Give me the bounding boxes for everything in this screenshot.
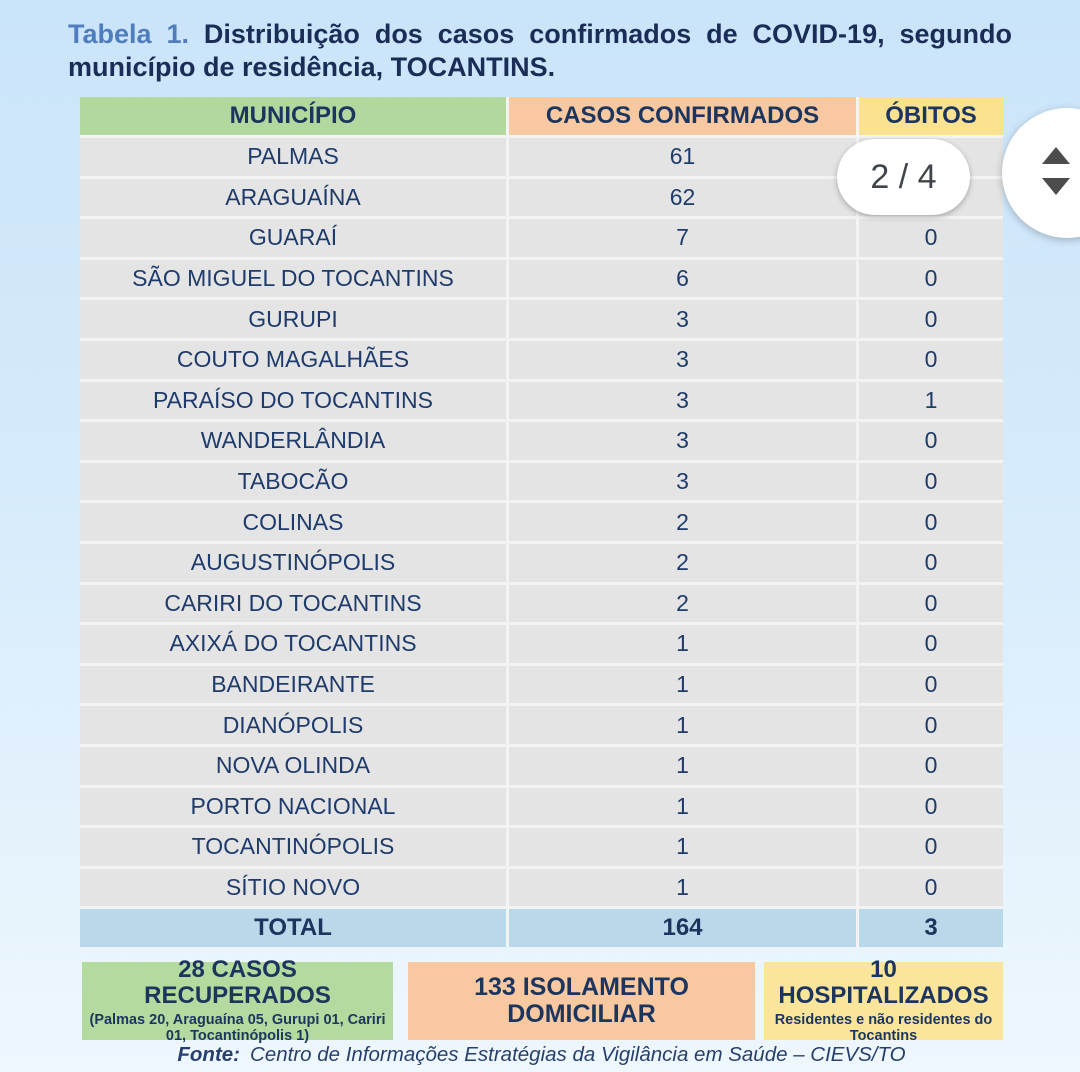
obitos-cell: 0 bbox=[859, 544, 1003, 582]
covid-table bbox=[80, 97, 1003, 947]
casos-cell: 1 bbox=[509, 747, 856, 785]
page-indicator-badge bbox=[837, 139, 970, 215]
municipio-cell: SÍTIO NOVO bbox=[80, 869, 506, 907]
obitos-cell: 0 bbox=[859, 788, 1003, 826]
casos-cell: 1 bbox=[509, 869, 856, 907]
municipio-cell: GURUPI bbox=[80, 300, 506, 338]
municipio-cell: COLINAS bbox=[80, 503, 506, 541]
casos-cell: 3 bbox=[509, 300, 856, 338]
hospitalized-detail: Residentes e não residentes do Tocantins bbox=[774, 1011, 993, 1045]
casos-cell: 2 bbox=[509, 544, 856, 582]
obitos-cell: 0 bbox=[859, 666, 1003, 704]
scroll-handle[interactable] bbox=[1002, 108, 1080, 238]
casos-cell: 1 bbox=[509, 666, 856, 704]
municipio-cell: BANDEIRANTE bbox=[80, 666, 506, 704]
hospitalized-box bbox=[764, 955, 1003, 1045]
casos-cell: 62 bbox=[509, 179, 856, 217]
source-line bbox=[80, 1043, 1003, 1067]
obitos-cell: 0 bbox=[859, 463, 1003, 501]
casos-cell: 1 bbox=[509, 828, 856, 866]
casos-cell: 61 bbox=[509, 138, 856, 176]
total-casos-cell: 164 bbox=[509, 909, 856, 947]
municipio-cell: SÃO MIGUEL DO TOCANTINS bbox=[80, 260, 506, 298]
obitos-cell: 1 bbox=[859, 382, 1003, 420]
column-header-obitos: ÓBITOS bbox=[859, 97, 1003, 135]
casos-cell: 3 bbox=[509, 422, 856, 460]
municipio-cell: COUTO MAGALHÃES bbox=[80, 341, 506, 379]
obitos-cell: 0 bbox=[859, 747, 1003, 785]
municipio-cell: AUGUSTINÓPOLIS bbox=[80, 544, 506, 582]
municipio-cell: AXIXÁ DO TOCANTINS bbox=[80, 625, 506, 663]
casos-cell: 1 bbox=[509, 706, 856, 744]
table-title-text: Distribuição dos casos confirmados de COVID-19, segundo município de residência, TOCANTINS. bbox=[68, 19, 1012, 83]
obitos-cell: 0 bbox=[859, 300, 1003, 338]
municipio-cell: GUARAÍ bbox=[80, 219, 506, 257]
isolation-box bbox=[408, 962, 755, 1040]
recovered-box bbox=[82, 955, 393, 1045]
column-header-municipio: MUNICÍPIO bbox=[80, 97, 506, 135]
casos-cell: 1 bbox=[509, 788, 856, 826]
municipio-cell: PORTO NACIONAL bbox=[80, 788, 506, 826]
casos-cell: 7 bbox=[509, 219, 856, 257]
municipio-cell: WANDERLÂNDIA bbox=[80, 422, 506, 460]
table-title bbox=[68, 18, 1012, 85]
casos-cell: 1 bbox=[509, 625, 856, 663]
page-indicator-text: 2 / 4 bbox=[870, 157, 937, 196]
hospitalized-count: 10 HOSPITALIZADOS bbox=[778, 955, 989, 1010]
total-label-cell: TOTAL bbox=[80, 909, 506, 947]
obitos-cell: 0 bbox=[859, 260, 1003, 298]
municipio-cell: NOVA OLINDA bbox=[80, 747, 506, 785]
municipio-cell: CARIRI DO TOCANTINS bbox=[80, 585, 506, 623]
source-text: Centro de Informações Estratégias da Vigilância em Saúde – CIEVS/TO bbox=[250, 1043, 906, 1066]
scroll-down-icon[interactable] bbox=[1042, 178, 1070, 195]
obitos-cell: 0 bbox=[859, 828, 1003, 866]
table-title-label: Tabela 1. bbox=[68, 19, 189, 49]
column-header-casos-confirmados: CASOS CONFIRMADOS bbox=[509, 97, 856, 135]
obitos-cell: 0 bbox=[859, 706, 1003, 744]
obitos-cell: 0 bbox=[859, 869, 1003, 907]
casos-cell: 2 bbox=[509, 503, 856, 541]
source-label: Fonte: bbox=[177, 1043, 241, 1066]
obitos-cell: 0 bbox=[859, 585, 1003, 623]
obitos-cell: 0 bbox=[859, 219, 1003, 257]
recovered-count: 28 CASOS RECUPERADOS bbox=[144, 955, 331, 1010]
municipio-cell: TOCANTINÓPOLIS bbox=[80, 828, 506, 866]
isolation-count: 133 ISOLAMENTO DOMICILIAR bbox=[474, 972, 689, 1028]
casos-cell: 3 bbox=[509, 382, 856, 420]
total-obitos-cell: 3 bbox=[859, 909, 1003, 947]
casos-cell: 3 bbox=[509, 463, 856, 501]
municipio-cell: TABOCÃO bbox=[80, 463, 506, 501]
recovered-detail: (Palmas 20, Araguaína 05, Gurupi 01, Cariri 01, Tocantinópolis 1) bbox=[89, 1011, 386, 1045]
obitos-cell: 0 bbox=[859, 341, 1003, 379]
municipio-cell: DIANÓPOLIS bbox=[80, 706, 506, 744]
obitos-cell: 0 bbox=[859, 625, 1003, 663]
casos-cell: 3 bbox=[509, 341, 856, 379]
obitos-cell: 0 bbox=[859, 503, 1003, 541]
obitos-cell: 0 bbox=[859, 422, 1003, 460]
casos-cell: 6 bbox=[509, 260, 856, 298]
municipio-cell: PALMAS bbox=[80, 138, 506, 176]
municipio-cell: PARAÍSO DO TOCANTINS bbox=[80, 382, 506, 420]
scroll-up-icon[interactable] bbox=[1042, 147, 1070, 164]
municipio-cell: ARAGUAÍNA bbox=[80, 179, 506, 217]
casos-cell: 2 bbox=[509, 585, 856, 623]
